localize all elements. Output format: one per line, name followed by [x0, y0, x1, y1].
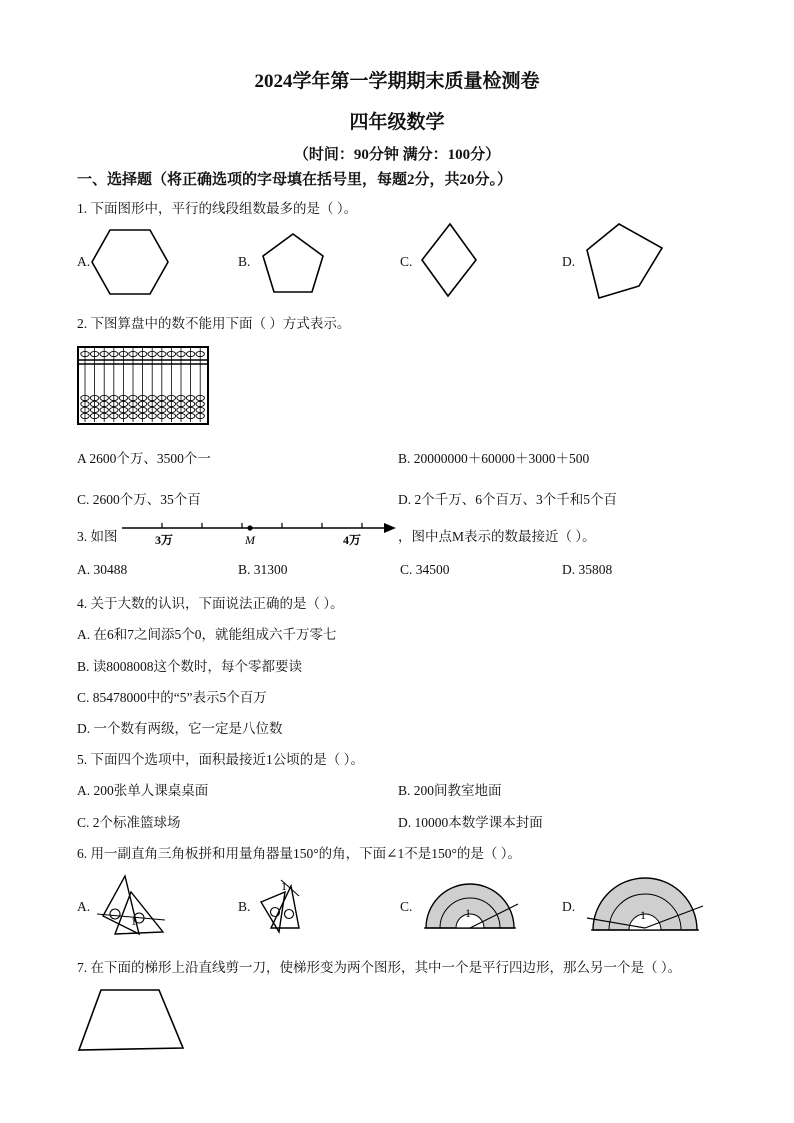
angle-label-a: 1	[131, 916, 137, 928]
protractor-figure-c	[420, 876, 520, 932]
q4-option-b: B. 读8008008这个数时，每个零都要读	[77, 659, 303, 674]
question-5: 5. 下面四个选项中，面积最接近1公顷的是（ ）。	[77, 752, 364, 767]
q2-option-b: B. 20000000＋60000＋3000＋500	[398, 451, 590, 466]
page-title: 2024学年第一学期期末质量检测卷	[254, 71, 540, 92]
q2-option-d: D. 2个千万、6个百万、3个千和5个百	[398, 492, 617, 507]
hexagon-figure	[90, 228, 170, 296]
q2-option-a: A 2600个万、3500个一	[77, 451, 211, 466]
rhombus-figure	[420, 222, 478, 298]
q3-option-d: D. 35808	[562, 562, 613, 577]
triangle-rulers-figure-b	[255, 878, 305, 938]
angle-label-c: 1	[465, 906, 471, 920]
q3-option-c: C. 34500	[400, 562, 450, 577]
question-1: 1. 下面图形中，平行的线段组数最多的是（ ）。	[77, 201, 358, 216]
q2-option-c: C. 2600个万、35个百	[77, 492, 201, 507]
q3-option-a: A. 30488	[77, 562, 128, 577]
q1-option-d-label: D.	[562, 254, 576, 269]
number-line-right-label: 4万	[342, 533, 362, 547]
q5-option-a: A. 200张单人课桌桌面	[77, 783, 209, 798]
number-line-left-label: 3万	[154, 533, 174, 547]
point-m	[247, 525, 252, 530]
q1-option-b-label: B.	[238, 254, 251, 269]
q5-option-c: C. 2个标准篮球场	[77, 815, 181, 830]
q6-option-a-label: A.	[77, 899, 91, 914]
angle-label-d: 1	[640, 908, 646, 922]
trapezoid-figure	[77, 988, 187, 1052]
q1-option-c-label: C.	[400, 254, 413, 269]
number-line-figure	[120, 518, 398, 548]
time-info: （时间：90分钟 满分：100分）	[293, 147, 501, 163]
q5-option-b: B. 200间教室地面	[398, 783, 502, 798]
question-3-suffix: ，图中点M表示的数最接近（ ）。	[398, 529, 596, 544]
q1-option-a-label: A.	[77, 254, 91, 269]
angle-label-b: 1	[281, 879, 287, 893]
q6-option-c-label: C.	[400, 899, 413, 914]
q6-option-d-label: D.	[562, 899, 576, 914]
q6-option-b-label: B.	[238, 899, 251, 914]
question-2: 2. 下图算盘中的数不能用下面（ ）方式表示。	[77, 316, 351, 331]
question-7: 7. 在下面的梯形上沿直线剪一刀，使梯形变为两个图形，其中一个是平行四边形，那么另一个是（ ）。	[77, 960, 682, 975]
q4-option-c: C. 85478000中的“5”表示5个百万	[77, 690, 267, 705]
protractor-figure-d	[585, 870, 705, 936]
section-heading: 一、选择题（将正确选项的字母填在括号里，每题2分，共20分。）	[77, 172, 513, 188]
q4-option-a: A. 在6和7之间添5个0，就能组成六千万零七	[77, 627, 337, 642]
number-line-point-label: M	[245, 533, 255, 547]
triangle-rulers-figure-a	[95, 874, 167, 936]
question-4: 4. 关于大数的认识，下面说法正确的是（ ）。	[77, 596, 344, 611]
question-6: 6. 用一副直角三角板拼和用量角器量150°的角，下面∠1不是150°的是（ ）。	[77, 846, 521, 861]
q4-option-d: D. 一个数有两级，它一定是八位数	[77, 721, 283, 736]
quadrilateral-figure	[585, 222, 665, 302]
q5-option-d: D. 10000本数学课本封面	[398, 815, 543, 830]
abacus-figure	[77, 346, 209, 426]
q3-option-b: B. 31300	[238, 562, 288, 577]
subject-title: 四年级数学	[349, 112, 445, 133]
pentagon-figure	[260, 232, 326, 294]
question-3-prefix: 3. 如图	[77, 529, 118, 544]
